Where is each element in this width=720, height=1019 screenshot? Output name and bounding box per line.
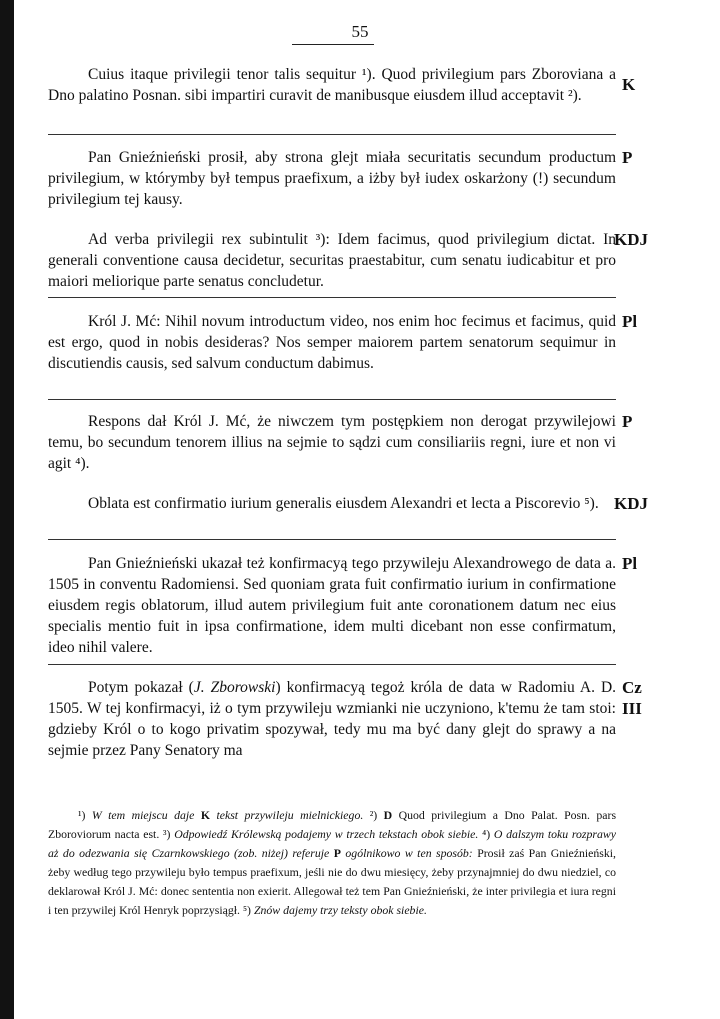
footnote-marker: ⁵) xyxy=(242,903,251,917)
footnote-marker: ²) xyxy=(369,808,378,822)
person-name: J. Zborowski xyxy=(193,679,276,696)
editorial-note: ogólnikowo w ten sposób: xyxy=(345,846,473,860)
entry-3 xyxy=(48,229,616,292)
page-number: 55 xyxy=(351,22,369,41)
entry-6 xyxy=(48,493,616,514)
section-divider xyxy=(48,664,616,665)
footnote-text: Quod privilegium a Dno Palat. Posn. pars Zboroviorum nacta est. xyxy=(48,808,617,841)
footnote-text: Prosił zaś Pan Gnieźnieński, żeby według tego przywileju było tempus praefixum, jeśli nie do dwu miesięcy, żeby przynajmniej do dwu niedziel, co deklarował Król J. Mć: donec sententia non exierit. Allegował też tem Pan Gnieźnieński, że inter privilegia et iura regni i ten przywilej Król Henryk poprzysiągł. xyxy=(48,846,616,917)
editorial-note: W tem miejscu daje xyxy=(91,808,195,822)
section-divider xyxy=(48,134,616,135)
source-siglum: Cz III xyxy=(622,678,642,718)
entry-text: Respons dał Król J. Mć, że niwczem tym postępkiem non derogat przywilejowi temu, bo secundum tenorem illius na sejmie to sądzi cum consiliariis regni, iure et non vi agit ⁴). xyxy=(48,413,616,472)
footnote-marker: ¹) xyxy=(78,808,86,822)
entry-text xyxy=(48,677,616,761)
entry-text: Pan Gnieźnieński ukazał też konfirmacyą tego przywileju Alexandrowego de data a. 1505 in conventu Radomiensi. Sed quoniam grata fuit confirmatio iurium in confirmatione eiusdem regis oblatorum, illud autem privilegium fuit ante coronationem datum nec eius specialis mentio fuit in ipsa confirmatione, idem multi dicebant non esse confirmatum, ideo nihil valere. xyxy=(48,555,616,656)
editorial-note: O dalszym toku rozprawy aż do odezwania się Czarnkowskiego (zob. niżej) referuje xyxy=(48,827,616,860)
editorial-note: Odpowiedź Królewską podajemy w trzech tekstach obok siebie. xyxy=(174,827,479,841)
footnote-block xyxy=(48,806,616,920)
section-divider xyxy=(48,297,616,298)
source-siglum: Pl xyxy=(622,554,638,573)
entry-text-part: Potym pokazał ( xyxy=(88,679,194,696)
editorial-note: Znów dajemy trzy teksty obok siebie. xyxy=(253,903,427,917)
footnote-siglum: K xyxy=(200,808,211,822)
source-siglum: KDJ xyxy=(614,494,648,513)
scan-binding-edge xyxy=(0,0,14,1019)
entry-text: Król J. Mć: Nihil novum introductum video, nos enim hoc fecimus et facimus, quid est ergo, quod in nobis desideras? Nos semper maiorem partem senatorum sequimur in discutiendis causis, sed salvum conductum dabimus. xyxy=(48,313,616,372)
source-siglum: KDJ xyxy=(614,230,648,249)
entry-text: Oblata est confirmatio iurium generalis eiusdem Alexandri et lecta a Piscorevio ⁵). xyxy=(88,495,599,512)
footnote-marker: ³) xyxy=(163,827,171,841)
source-siglum: Pl xyxy=(622,312,638,331)
entry-8 xyxy=(48,677,616,761)
entry-text-part: ) konfirmacyą tegoż króla de data w Radomiu A. D. 1505. W tej konfirmacyi, iż o tym przywileju wzmianki nie uczyniono, k'temu że tam stoi: gdzieby Król o to kogo privatim spozywał, tedy mu ma być dany glejt do sprawy a na sejmie przez Pany Senatory ma xyxy=(48,679,617,759)
entry-text: Pan Gnieźnieński prosił, aby strona glejt miała securitatis secundum productum privilegium, w którymby był tempus praefixum, a iżby był iudex oskarżony (!) secundum privilegium tej kausy. xyxy=(48,149,616,208)
editorial-note: tekst przywileju mielnickiego. xyxy=(216,808,364,822)
entry-text: Cuius itaque privilegii tenor talis sequitur ¹). Quod privilegium pars Zboroviana a Dno palatino Posnan. sibi impartiri curavit de manibusque eiusdem illud acceptavit ²). xyxy=(48,66,616,104)
source-siglum: P xyxy=(622,148,633,167)
entry-1 xyxy=(48,64,616,106)
footnote-siglum: P xyxy=(333,846,341,860)
entry-2 xyxy=(48,147,616,210)
footnotes xyxy=(48,806,616,920)
entry-4 xyxy=(48,311,616,374)
source-siglum: K xyxy=(622,75,636,94)
section-divider xyxy=(48,539,616,540)
footnote-siglum: D xyxy=(383,808,393,822)
entry-7 xyxy=(48,553,616,658)
entry-text: Ad verba privilegii rex subintulit ³): Idem facimus, quod privilegium dictat. In generali conventione causa decidetur, securitas praestabitur, cum senatu iudicabitur et pro maiori meliorique parte senatus concludetur. xyxy=(48,231,616,290)
page-number-underline xyxy=(292,44,374,45)
source-siglum: P xyxy=(622,412,633,431)
section-divider xyxy=(48,399,616,400)
footnote-marker: ⁴) xyxy=(482,827,491,841)
entry-5 xyxy=(48,411,616,474)
